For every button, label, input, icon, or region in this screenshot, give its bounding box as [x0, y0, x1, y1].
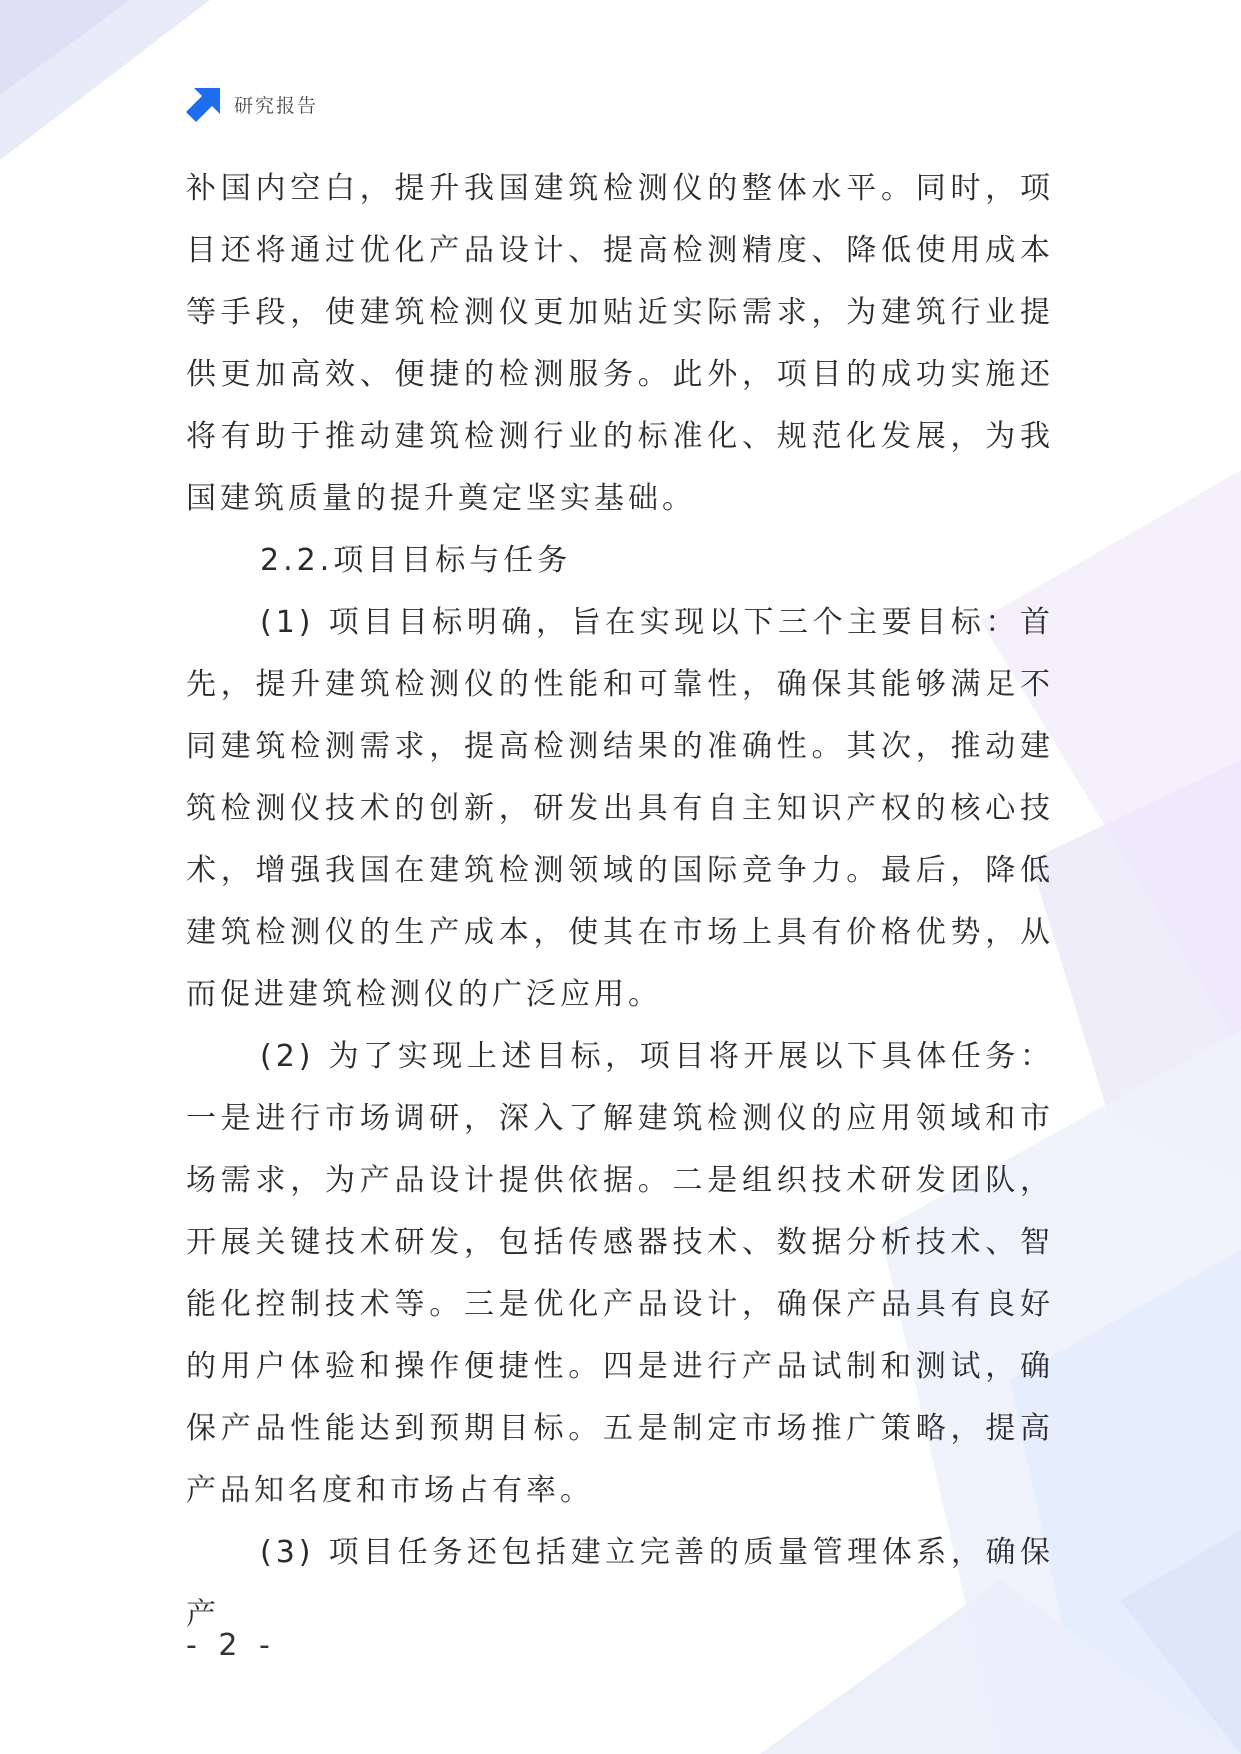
paragraph-quality: (3) 项目任务还包括建立完善的质量管理体系，确保产 — [186, 1535, 1054, 1632]
paragraph-goals: (1) 项目目标明确，旨在实现以下三个主要目标：首先，提升建筑检测仪的性能和可靠性，确保其能够满足不同建筑检测需求，提高检测结果的准确性。其次，推动建筑检测仪技术的创新，研发出具有自主知识产权的核心技术，增强我国在建筑检测领域的国际竞争力。最后，降低建筑检测仪的生产成本，使其在市场上具有价格优势，从而促进建筑检测仪的广泛应用。 — [186, 605, 1054, 1012]
arrow-up-right-icon — [186, 86, 222, 122]
paragraph-continuation: 补国内空白，提升我国建筑检测仪的整体水平。同时，项目还将通过优化产品设计、提高检测精度、降低使用成本等手段，使建筑检测仪更加贴近实际需求，为建筑行业提供更加高效、便捷的检测服务。此外，项目的成功实施还将有助于推动建筑检测行业的标准化、规范化发展，为我国建筑质量的提升奠定坚实基础。 — [186, 171, 1054, 516]
document-body — [186, 158, 1054, 1646]
report-header — [186, 86, 318, 122]
paragraph-tasks: (2) 为了实现上述目标，项目将开展以下具体任务：一是进行市场调研，深入了解建筑检测仪的应用领域和市场需求，为产品设计提供依据。二是组织技术研发团队，开展关键技术研发，包括传感器技术、数据分析技术、智能化控制技术等。三是优化产品设计，确保产品具有良好的用户体验和操作便捷性。四是进行产品试制和测试，确保产品性能达到预期目标。五是制定市场推广策略，提高产品知名度和市场占有率。 — [186, 1039, 1054, 1508]
page-number: - 2 - — [186, 1628, 276, 1663]
section-heading: 2.2.项目目标与任务 — [260, 543, 572, 578]
header-title: 研究报告 — [234, 94, 319, 117]
